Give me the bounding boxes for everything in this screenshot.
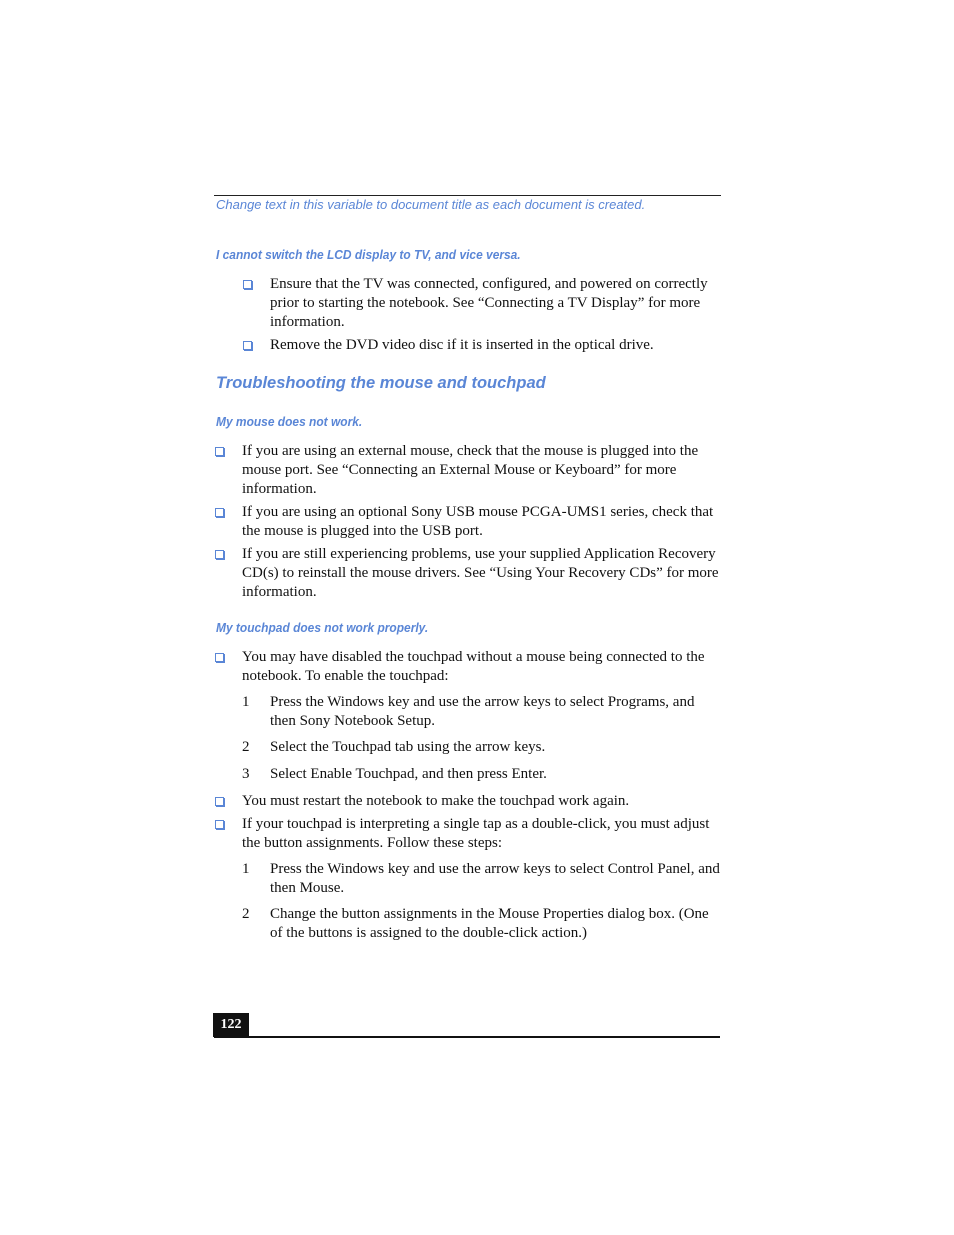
step-number: 2 (242, 739, 250, 755)
list-item: If your touchpad is interpreting a single tap as a double-click, you must adjust the button assignments. Follow these steps: (242, 816, 710, 851)
list-item: You must restart the notebook to make the touchpad work again. (242, 793, 630, 809)
step-number: 3 (242, 766, 250, 782)
step-number: 1 (242, 694, 250, 710)
checkbox-bullet-icon (215, 508, 224, 517)
checkbox-bullet-icon (215, 653, 224, 662)
checkbox-bullet-icon (243, 341, 252, 350)
list-item: Ensure that the TV was connected, configured, and powered on correctly prior to starting the notebook. See “Connecting a TV Display” for more information. (270, 276, 708, 330)
list-item: If you are using an optional Sony USB mouse PCGA-UMS1 series, check that the mouse is plugged into the USB port. (242, 504, 714, 539)
step-text: Select the Touchpad tab using the arrow keys. (270, 739, 546, 755)
checkbox-bullet-icon (215, 447, 224, 456)
list-item: If you are using an external mouse, check that the mouse is plugged into the mouse port. See “Connecting an External Mouse or Keyboard” for more information. (242, 443, 699, 497)
step-number: 1 (242, 861, 250, 877)
step-text: Change the button assignments in the Mouse Properties dialog box. (One of the buttons is assigned to the double-click action.) (270, 906, 709, 941)
step-text: Press the Windows key and use the arrow keys to select Control Panel, and then Mouse. (270, 861, 720, 896)
list-item: Remove the DVD video disc if it is inserted in the optical drive. (270, 337, 654, 353)
header-rule (214, 195, 721, 196)
footer-rule (214, 1036, 720, 1038)
running-header: Change text in this variable to document title as each document is created. (216, 197, 646, 212)
checkbox-bullet-icon (215, 820, 224, 829)
checkbox-bullet-icon (215, 550, 224, 559)
list-item: If you are still experiencing problems, use your supplied Application Recovery CD(s) to reinstall the mouse drivers. See “Using Your Recovery CDs” for more information. (242, 546, 719, 600)
step-text: Press the Windows key and use the arrow keys to select Programs, and then Sony Notebook Setup. (270, 694, 695, 729)
mouse-question-heading: My mouse does not work. (216, 414, 363, 429)
step-text: Select Enable Touchpad, and then press Enter. (270, 766, 547, 782)
step-number: 2 (242, 906, 250, 922)
page-number: 122 (213, 1013, 249, 1037)
checkbox-bullet-icon (243, 280, 252, 289)
list-item: You may have disabled the touchpad without a mouse being connected to the notebook. To enable the touchpad: (242, 649, 705, 684)
lcd-question-heading: I cannot switch the LCD display to TV, and vice versa. (216, 247, 521, 262)
checkbox-bullet-icon (215, 797, 224, 806)
section-title: Troubleshooting the mouse and touchpad (216, 374, 546, 392)
touchpad-question-heading: My touchpad does not work properly. (216, 620, 429, 635)
